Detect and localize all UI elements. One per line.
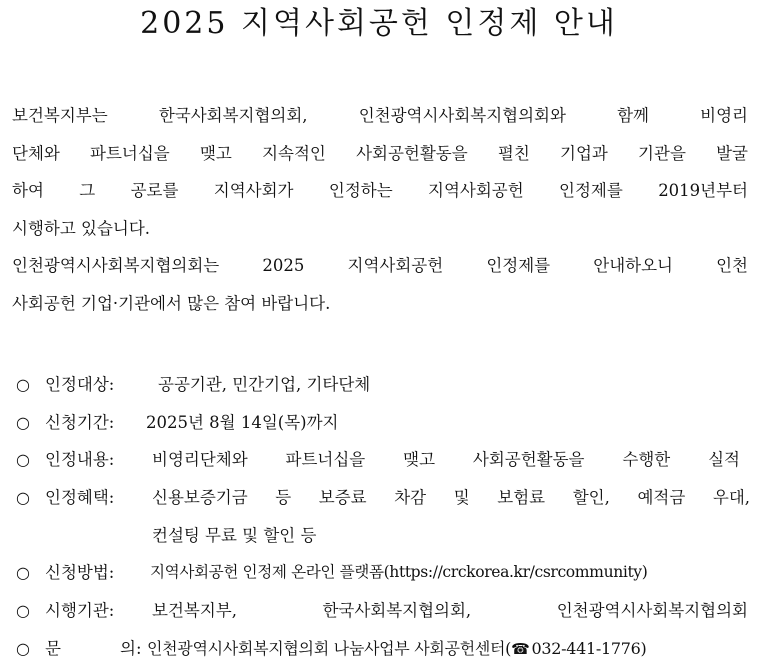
detail-item-period xyxy=(12,404,752,442)
detail-label: 인정내용: xyxy=(45,450,115,470)
phone-icon: ☎ xyxy=(511,639,530,658)
intro-line: 단체와 파트너십을 맺고 지속적인 사회공헌활동을 펼친 기업과 기관을 발굴 xyxy=(12,143,748,163)
intro-line: 인천광역시사회복지협의회는 2025 지역사회공헌 인정제를 안내하오니 인천 xyxy=(12,256,748,275)
detail-value: 비영리단체와 파트너십을 맺고 사회공헌활동을 수행한 실적 xyxy=(152,450,740,470)
detail-value xyxy=(147,630,752,669)
detail-value: 공공기관, 민간기업, 기타단체 xyxy=(158,375,371,394)
bullet-circle: ○ xyxy=(16,375,30,394)
detail-value: 2025년 8월 14일(목)까지 xyxy=(146,412,339,432)
detail-value: 신용보증기금 등 보증료 차감 및 보험료 할인, 예적금 우대, xyxy=(152,488,750,508)
detail-value: 컨설팅 무료 및 할인 등 xyxy=(152,525,317,545)
page-title: 2025 지역사회공헌 인정제 안내 xyxy=(140,6,618,41)
details-list xyxy=(12,366,752,668)
intro-paragraph xyxy=(12,97,748,322)
detail-item-benefit-cont xyxy=(12,517,752,555)
detail-label: 의: xyxy=(120,638,142,658)
detail-value: 보건복지부, 한국사회복지협의회, 인천광역시사회복지협의회 xyxy=(152,601,748,621)
bullet-circle: ○ xyxy=(16,488,30,508)
detail-item-contact xyxy=(12,630,752,668)
bullet-circle: ○ xyxy=(16,563,30,583)
contact-text: 인천광역시사회복지협의회 나눔사업부 사회공헌센터( xyxy=(147,638,512,658)
detail-label: 인정대상: xyxy=(45,375,115,394)
detail-item-content xyxy=(12,441,752,479)
detail-label: 신청기간: xyxy=(45,412,115,432)
bullet-circle: ○ xyxy=(16,412,30,432)
intro-line: 시행하고 있습니다. xyxy=(12,218,151,238)
contact-phone: 032-441-1776) xyxy=(531,638,647,658)
intro-line: 사회공헌 기업·기관에서 많은 참여 바랍니다. xyxy=(12,293,331,313)
detail-label: 시행기관: xyxy=(45,601,115,621)
intro-line: 하여 그 공로를 지역사회가 인정하는 지역사회공헌 인정제를 2019년부터 xyxy=(12,181,748,200)
bullet-circle: ○ xyxy=(16,601,30,621)
detail-value: 지역사회공헌 인정제 온라인 플랫폼(https://crckorea.kr/csrcommunity) xyxy=(150,563,648,582)
detail-item-method xyxy=(12,554,752,592)
intro-line: 보건복지부는 한국사회복지협의회, 인천광역시사회복지협의회와 함께 비영리 xyxy=(12,106,748,125)
bullet-circle: ○ xyxy=(16,450,30,470)
bullet-circle: ○ xyxy=(16,638,30,658)
detail-item-benefit xyxy=(12,479,752,517)
detail-label: 문 xyxy=(45,638,61,658)
detail-item-agency xyxy=(12,592,752,630)
detail-label: 신청방법: xyxy=(45,563,115,583)
detail-item-target xyxy=(12,366,752,404)
detail-label: 인정혜택: xyxy=(45,488,115,508)
